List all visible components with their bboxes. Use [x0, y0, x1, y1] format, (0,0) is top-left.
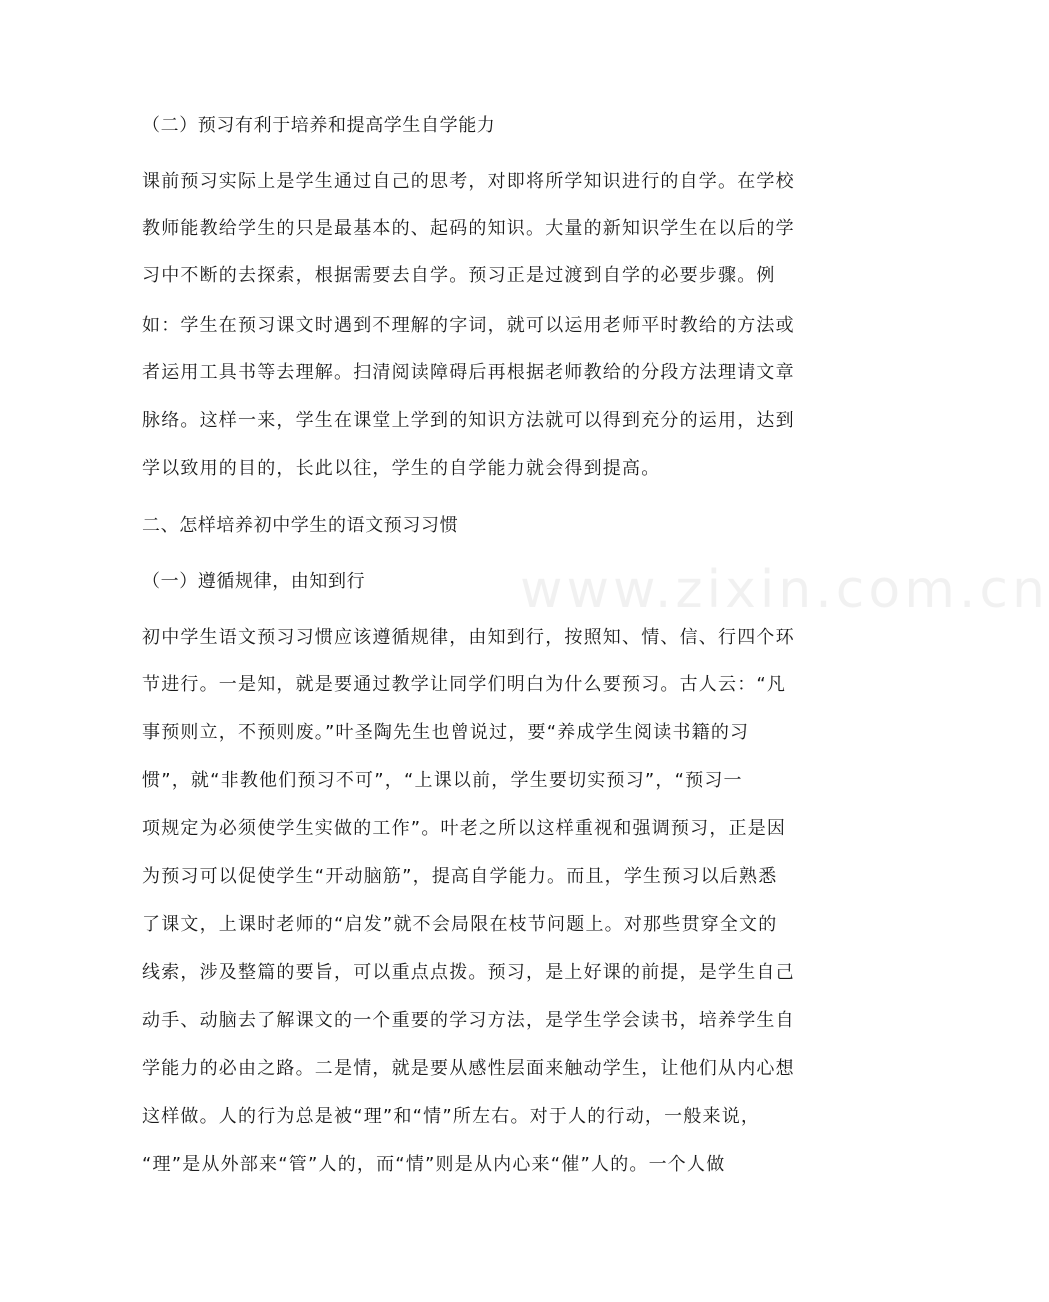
subsection-heading-1: （一）遵循规律，由知到行: [142, 571, 366, 592]
watermark: www.zixin.com.cn: [520, 560, 1049, 620]
paragraph-line: 线索，涉及整篇的要旨，可以重点点拨。预习，是上好课的前提，是学生自己: [142, 962, 795, 983]
subsection-heading-2: （二）预习有利于培养和提高学生自学能力: [142, 115, 496, 136]
paragraph-line: 教师能教给学生的只是最基本的、起码的知识。大量的新知识学生在以后的学: [142, 218, 795, 239]
paragraph-line: 学能力的必由之路。二是情，就是要从感性层面来触动学生，让他们从内心想: [142, 1058, 795, 1079]
paragraph-line: 习中不断的去探索，根据需要去自学。预习正是过渡到自学的必要步骤。例: [142, 265, 776, 286]
section-heading: 二、怎样培养初中学生的语文预习习惯: [142, 515, 459, 536]
paragraph-line: 节进行。一是知，就是要通过教学让同学们明白为什么要预习。古人云：“凡: [142, 674, 787, 695]
paragraph-line: 者运用工具书等去理解。扫清阅读障碍后再根据老师教给的分段方法理请文章: [142, 362, 795, 383]
paragraph-line: 如：学生在预习课文时遇到不理解的字词，就可以运用老师平时教给的方法或: [142, 315, 795, 336]
paragraph-line: 学以致用的目的，长此以往，学生的自学能力就会得到提高。: [142, 458, 661, 479]
paragraph-line: 事预则立，不预则废。”叶圣陶先生也曾说过，要“养成学生阅读书籍的习: [142, 722, 750, 743]
paragraph-line: 了课文，上课时老师的“启发”就不会局限在枝节问题上。对那些贯穿全文的: [142, 914, 778, 935]
paragraph-line: 这样做。人的行为总是被“理”和“情”所左右。对于人的行动，一般来说，: [142, 1106, 761, 1127]
paragraph-line: 脉络。这样一来，学生在课堂上学到的知识方法就可以得到充分的运用，达到: [142, 410, 795, 431]
paragraph-line: 惯”，就“非教他们预习不可”，“上课以前，学生要切实预习”，“预习一: [142, 770, 743, 791]
paragraph-line: 为预习可以促使学生“开动脑筋”，提高自学能力。而且，学生预习以后熟悉: [142, 866, 778, 887]
paragraph-line: 动手、动脑去了解课文的一个重要的学习方法，是学生学会读书，培养学生自: [142, 1010, 795, 1031]
paragraph-line: 课前预习实际上是学生通过自己的思考，对即将所学知识进行的自学。在学校: [142, 171, 795, 192]
paragraph-line: 初中学生语文预习习惯应该遵循规律，由知到行，按照知、情、信、行四个环: [142, 627, 795, 648]
paragraph-line: “理”是从外部来“管”人的，而“情”则是从内心来“催”人的。一个人做: [142, 1154, 726, 1175]
paragraph-line: 项规定为必须使学生实做的工作”。叶老之所以这样重视和强调预习，正是因: [142, 818, 787, 839]
